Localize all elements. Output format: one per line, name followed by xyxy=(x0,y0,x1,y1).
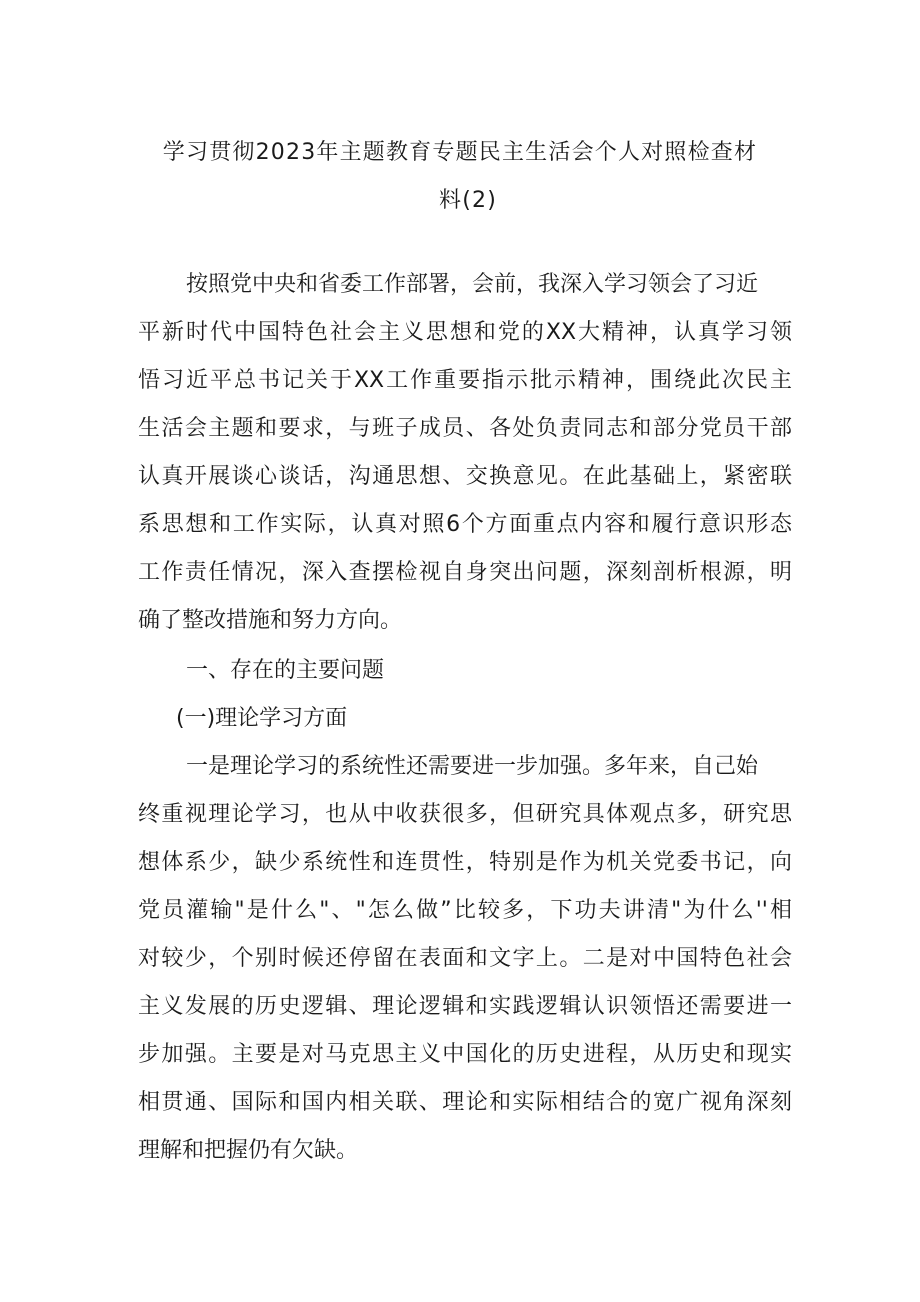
intro-line: 系思想和工作实际，认真对照6个方面重点内容和履行意识形态 xyxy=(138,512,792,537)
intro-line: 平新时代中国特色社会主义思想和党的XX大精神，认真学习领 xyxy=(138,320,792,345)
body-line: 对较少，个别时候还停留在表面和文字上。二是对中国特色社会 xyxy=(138,946,792,971)
section-heading: 一、存在的主要问题 xyxy=(186,658,385,683)
body-line: 相贯通、国际和国内相关联、理论和实际相结合的宽广视角深刻 xyxy=(138,1090,792,1115)
intro-line: 确了整改措施和努力方向。 xyxy=(138,608,403,633)
body-line: 终重视理论学习，也从中收获很多，但研究具体观点多，研究思 xyxy=(138,802,792,827)
body-line: 想体系少，缺少系统性和连贯性，特别是作为机关党委书记，向 xyxy=(138,850,792,875)
intro-line: 认真开展谈心谈话，沟通思想、交换意见。在此基础上，紧密联 xyxy=(138,464,792,489)
intro-line: 按照党中央和省委工作部署，会前，我深入学习领会了习近 xyxy=(186,272,759,297)
intro-line: 工作责任情况，深入查摆检视自身突出问题，深刻剖析根源，明 xyxy=(138,560,792,585)
body-line: 理解和把握仍有欠缺。 xyxy=(138,1138,359,1163)
body-line: 党员灌输"是什么"、"怎么做”比较多，下功夫讲清"为什么''相 xyxy=(138,898,792,923)
intro-line: 悟习近平总书记关于XX工作重要指示批示精神，围绕此次民主 xyxy=(138,368,792,393)
intro-line: 生活会主题和要求，与班子成员、各处负责同志和部分党员干部 xyxy=(138,416,792,441)
document-title-line-1: 学习贯彻2023年主题教育专题民主生活会个人对照检查材 xyxy=(162,140,758,165)
body-line: 步加强。主要是对马克思主义中国化的历史进程，从历史和现实 xyxy=(138,1042,792,1067)
body-line: 主义发展的历史逻辑、理论逻辑和实践逻辑认识领悟还需要进一 xyxy=(138,994,792,1019)
subsection-heading: (一)理论学习方面 xyxy=(176,706,348,731)
body-line: 一是理论学习的系统性还需要进一步加强。多年来，自己始 xyxy=(186,754,759,779)
document-title-line-2: 料(2) xyxy=(439,188,497,213)
